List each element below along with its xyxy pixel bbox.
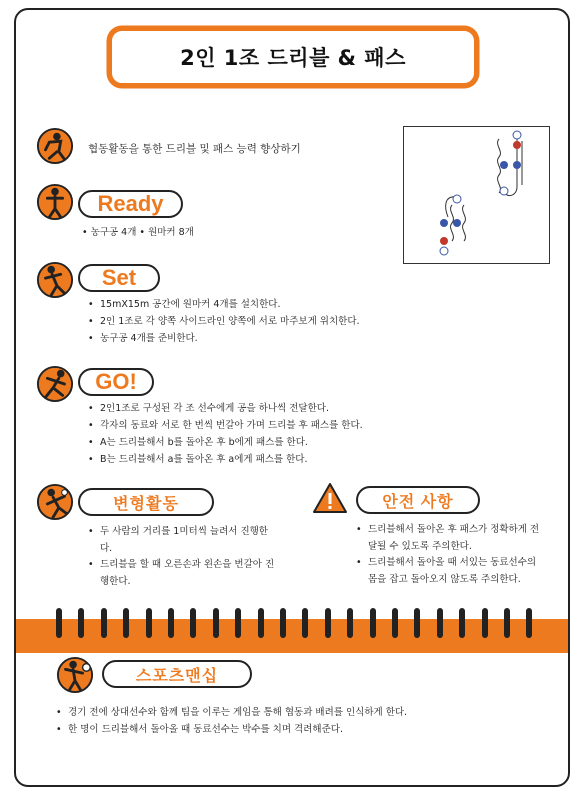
- binder-ring: [302, 608, 308, 638]
- binder-ring: [78, 608, 84, 638]
- variation-list: [88, 524, 280, 590]
- binder-ring: [526, 608, 532, 638]
- goal-text: 협동활동을 통한 드리블 및 패스 능력 향상하기: [88, 143, 301, 155]
- list-item: • 드리블을 할 때 오른손과 왼손을 번갈아 진행한다.: [88, 557, 280, 590]
- list-item: • 드리블해서 돌아올 때 서있는 동료선수의 몸을 잡고 돌아오지 않도록 주의한다.: [356, 555, 546, 588]
- page-title: 2인 1조 드리블 & 패스: [180, 46, 406, 70]
- player-marker: [513, 141, 521, 149]
- binder-rings: [16, 608, 568, 652]
- binder-ring: [258, 608, 264, 638]
- binder-ring: [392, 608, 398, 638]
- binder-ring: [213, 608, 219, 638]
- binder-ring: [123, 608, 129, 638]
- binder-ring: [437, 608, 443, 638]
- title-box: [108, 27, 478, 87]
- list-item: • 2인1조로 구성된 각 조 선수에게 공을 하나씩 전달한다.: [88, 400, 363, 417]
- ready-pose-icon: [36, 182, 74, 222]
- set-pose-icon: [36, 260, 74, 300]
- sportsmanship-pose-icon: [56, 655, 94, 695]
- binder-ring: [56, 608, 62, 638]
- marker-b-top: [453, 195, 461, 203]
- go-pose-icon: [36, 364, 74, 404]
- binder-ring: [482, 608, 488, 638]
- list-item: • 각자의 동료와 서로 한 번씩 번갈아 가며 드리블 후 패스를 한다.: [88, 417, 363, 434]
- player-marker: [513, 161, 521, 169]
- binder-ring: [235, 608, 241, 638]
- warning-icon: [312, 482, 348, 514]
- marker-b-bottom: [500, 187, 508, 195]
- list-item: • 2인 1조로 각 양쪽 사이드라인 양쪽에 서로 마주보게 위치한다.: [88, 313, 360, 330]
- sportsmanship-list: [56, 704, 407, 738]
- ready-heading: Ready: [78, 190, 183, 218]
- binder-ring: [101, 608, 107, 638]
- list-item: • 한 명이 드리블해서 돌아올 때 동료선수는 박수를 치며 격려해준다.: [56, 721, 407, 738]
- safety-list: [356, 522, 546, 588]
- sportsmanship-heading: 스포츠맨십: [102, 660, 252, 688]
- binder-ring: [280, 608, 286, 638]
- page-frame: [14, 8, 570, 787]
- ready-equipment: • 농구공 4개 • 원마커 8개: [82, 227, 194, 238]
- set-heading: Set: [78, 264, 160, 292]
- binder-ring: [414, 608, 420, 638]
- list-item: • 두 사람의 거리를 1미터씩 늘려서 진행한다.: [88, 524, 280, 557]
- player-marker: [440, 237, 448, 245]
- player-marker: [500, 161, 508, 169]
- list-item: • 15mX15m 공간에 원마커 4개를 설치한다.: [88, 296, 360, 313]
- list-item: • B는 드리블해서 a를 돌아온 후 a에게 패스를 한다.: [88, 451, 363, 468]
- binder-ring: [325, 608, 331, 638]
- binder-ring: [504, 608, 510, 638]
- player-marker: [453, 219, 461, 227]
- list-item: • 경기 전에 상대선수와 함께 팀을 이루는 게임을 통해 협동과 배려를 인식하게 한다.: [56, 704, 407, 721]
- binder-ring: [190, 608, 196, 638]
- list-item: • 드리블해서 돌아온 후 패스가 정확하게 전달될 수 있도록 주의한다.: [356, 522, 546, 555]
- variation-heading: 변형활동: [78, 488, 214, 516]
- binder-ring: [459, 608, 465, 638]
- binder-ring: [347, 608, 353, 638]
- variation-pose-icon: [36, 482, 74, 522]
- set-list: [88, 296, 360, 347]
- list-item: • A는 드리블해서 b를 돌아온 후 b에게 패스를 한다.: [88, 434, 363, 451]
- binder-ring: [146, 608, 152, 638]
- marker-a-bottom: [440, 247, 448, 255]
- drill-diagram: [403, 126, 550, 264]
- player-marker: [440, 219, 448, 227]
- binder-ring: [168, 608, 174, 638]
- binder-ring: [370, 608, 376, 638]
- go-heading: GO!: [78, 368, 154, 396]
- list-item: • 농구공 4개를 준비한다.: [88, 330, 360, 347]
- runner-icon: [36, 126, 74, 166]
- safety-heading: 안전 사항: [356, 486, 480, 514]
- marker-a-top: [513, 131, 521, 139]
- go-list: [88, 400, 363, 468]
